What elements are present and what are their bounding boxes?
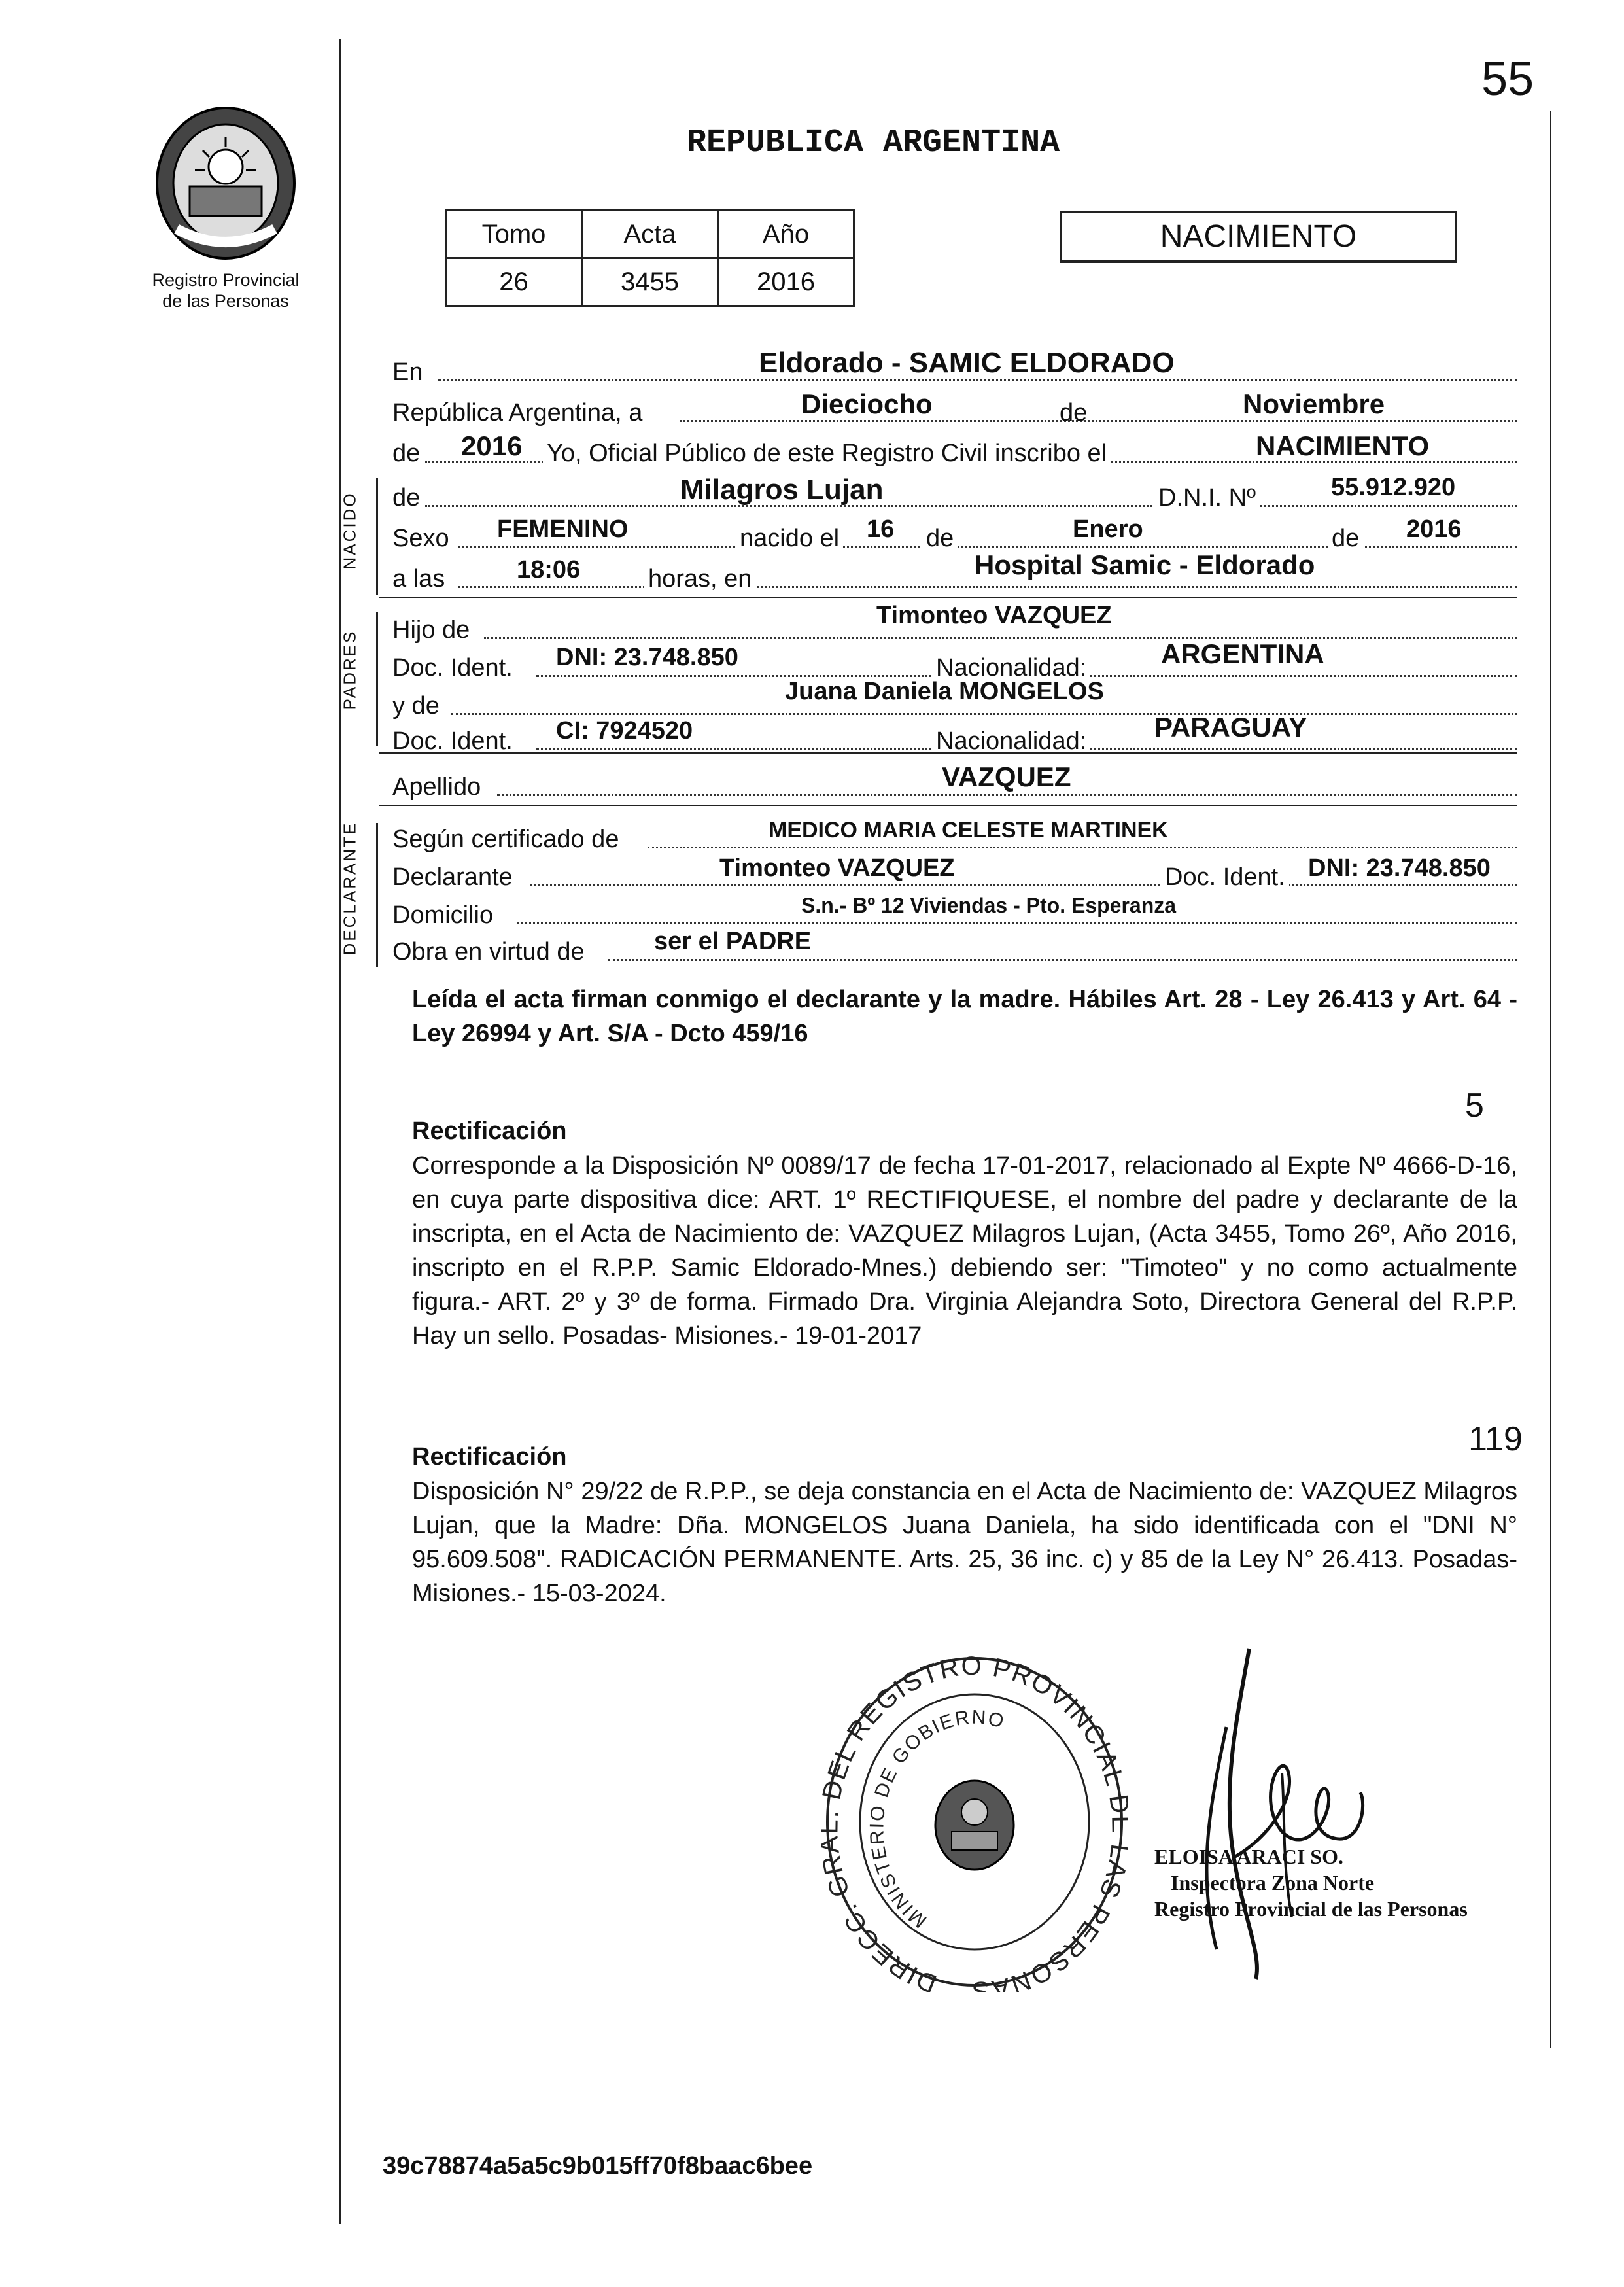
yde-label: y de bbox=[392, 692, 440, 720]
page-number: 55 bbox=[1481, 53, 1534, 105]
rectification2-title: Rectificación bbox=[412, 1443, 567, 1471]
yo-text: Yo, Oficial Público de este Registro Civil inscribo el bbox=[543, 440, 1111, 468]
cert-value: MEDICO MARIA CELESTE MARTINEK bbox=[769, 818, 1168, 843]
act-year: 2016 bbox=[461, 430, 523, 461]
section-bar bbox=[376, 823, 378, 967]
rule bbox=[379, 597, 1517, 598]
act-day: Dieciocho bbox=[801, 389, 933, 419]
act-place: Eldorado - SAMIC ELDORADO bbox=[759, 347, 1175, 379]
mother-name: Juana Daniela MONGELOS bbox=[785, 678, 1104, 705]
value-acta: 3455 bbox=[582, 258, 718, 306]
republica-label: República Argentina, a bbox=[392, 399, 643, 427]
mother-nat: PARAGUAY bbox=[1154, 712, 1307, 742]
rule bbox=[379, 805, 1517, 806]
svg-text:MINISTERIO DE GOBIERNO: MINISTERIO DE GOBIERNO bbox=[866, 1706, 1007, 1932]
hijo-label: Hijo de bbox=[392, 616, 470, 644]
rectification1-number: 5 bbox=[1465, 1087, 1484, 1125]
mother-doc: CI: 7924520 bbox=[556, 717, 693, 744]
act-month: Noviembre bbox=[1243, 389, 1385, 419]
born-de-label-2: de bbox=[922, 525, 958, 553]
act-inscribe: NACIMIENTO bbox=[1256, 430, 1430, 461]
cert-label: Según certificado de bbox=[392, 826, 619, 853]
father-name: Timonteo VAZQUEZ bbox=[876, 602, 1112, 629]
right-margin-rule bbox=[1550, 111, 1551, 2048]
declarant-address: S.n.- Bº 12 Viviendas - Pto. Esperanza bbox=[801, 894, 1177, 917]
hour-label: a las bbox=[392, 565, 445, 593]
surname-value: VAZQUEZ bbox=[942, 761, 1071, 792]
act-de-label-2: de bbox=[392, 440, 421, 467]
apellido-label: Apellido bbox=[392, 773, 481, 801]
dotted-line bbox=[451, 713, 1517, 715]
provincial-seal bbox=[150, 105, 301, 265]
born-day: 16 bbox=[867, 515, 895, 543]
official-stamp bbox=[821, 1652, 1128, 1995]
value-anio: 2016 bbox=[718, 258, 854, 306]
document-hash: 39c78874a5a5c9b015ff70f8baac6bee bbox=[383, 2152, 813, 2180]
rectification1-title: Rectificación bbox=[412, 1117, 567, 1145]
svg-text:DIRECC. GRAL. DEL REGISTRO PRO: DIRECC. G EL REGISTRO PROVINCIAL S PERSONAS bbox=[821, 1652, 1128, 1992]
header-acta: Acta bbox=[582, 211, 718, 258]
dotted-line bbox=[425, 505, 1517, 507]
left-margin-rule bbox=[339, 39, 341, 2224]
signatory-role: Inspectora Zona Norte bbox=[1171, 1871, 1375, 1894]
handwritten-signature bbox=[1171, 1642, 1393, 1985]
father-nat-label: Nacionalidad: bbox=[932, 654, 1090, 682]
header-tomo: Tomo bbox=[446, 211, 582, 258]
rule bbox=[379, 752, 1517, 754]
born-year: 2016 bbox=[1406, 515, 1462, 543]
father-nat: ARGENTINA bbox=[1161, 638, 1324, 669]
seal-caption-line1: Registro Provincial bbox=[152, 270, 300, 290]
domicilio-label: Domicilio bbox=[392, 901, 494, 929]
born-sex: FEMENINO bbox=[497, 515, 629, 543]
register-table bbox=[445, 209, 855, 307]
born-month: Enero bbox=[1073, 515, 1143, 543]
seal-caption bbox=[124, 270, 327, 311]
signatory-name: ELOISA ARACI SO. bbox=[1154, 1845, 1343, 1868]
act-de-label: de bbox=[1060, 399, 1088, 427]
section-bar bbox=[376, 612, 378, 746]
horas-label: horas, en bbox=[644, 565, 755, 593]
born-place: Hospital Samic - Eldorado bbox=[975, 550, 1315, 580]
father-doc: DNI: 23.748.850 bbox=[556, 644, 738, 671]
dotted-line bbox=[608, 959, 1517, 961]
closing-statement: Leída el acta firman conmigo el declarante y la madre. Hábiles Art. 28 - Ley 26.413 y Art. 64 - Ley 26994 y Art. S/A - Dcto 459/16 bbox=[412, 986, 1517, 1047]
header-anio: Año bbox=[718, 211, 854, 258]
dotted-line bbox=[497, 794, 1517, 796]
act-type-box: NACIMIENTO bbox=[1060, 211, 1457, 263]
dotted-line bbox=[517, 922, 1517, 924]
dotted-line bbox=[648, 847, 1517, 848]
nacido-label: nacido el bbox=[736, 525, 843, 553]
seal-caption-line2: de las Personas bbox=[162, 291, 289, 311]
section-bar bbox=[376, 478, 378, 595]
value-tomo: 26 bbox=[446, 258, 582, 306]
section-declarante: DECLARANTE bbox=[339, 821, 360, 956]
rectification2-text: Disposición N° 29/22 de R.P.P., se deja constancia en el Acta de Nacimiento de: VAZQUEZ Milagros Lujan, que la Madre: Dña. MONGELOS Juana Daniela, ha sido identificada con el "DNI N° 95.609.508". RADICACIÓN PERMANENTE. Arts. 25, 36 inc. c) y 85 de la Ley N° 26.413. Posadas- Misiones.- 15-03-2024. bbox=[412, 1478, 1517, 1607]
document-title: REPUBLICA ARGENTINA bbox=[687, 124, 1060, 162]
en-label: En bbox=[392, 358, 423, 386]
sexo-label: Sexo bbox=[392, 525, 449, 552]
declarant-doc-label: Doc. Ident. bbox=[1161, 864, 1289, 892]
mother-nat-label: Nacionalidad: bbox=[932, 727, 1090, 756]
signatory-block bbox=[1154, 1843, 1468, 1922]
dotted-line bbox=[438, 379, 1517, 381]
dotted-line bbox=[458, 586, 1517, 588]
born-hour: 18:06 bbox=[517, 556, 581, 584]
declarant-doc: DNI: 23.748.850 bbox=[1308, 854, 1491, 882]
born-de-label: de bbox=[392, 484, 421, 512]
born-de-label-3: de bbox=[1328, 525, 1363, 553]
father-doc-label: Doc. Ident. bbox=[392, 654, 513, 682]
signatory-office: Registro Provincial de las Personas bbox=[1154, 1897, 1468, 1921]
rectification1-text: Corresponde a la Disposición Nº 0089/17 de fecha 17-01-2017, relacionado al Expte Nº 4666-D-16, en cuya parte dispositiva dice: ART. 1º RECTIFIQUESE, el nombre del padre y declarante de la inscripta, en el Acta de Nacimiento de: VAZQUEZ Milagros Lujan, (Acta 3455, Tomo 26º, Año 2016, inscripto en el R.P.P. Samic Eldorado-Mnes.) debiendo ser: "Timoteo" y no como actualmente figura.- ART. 2º y 3º de forma. Firmado Dra. Virginia Alejandra Soto, Directora General del R.P.P. Hay un sello. Posadas- Misiones.- 19-01-2017 bbox=[412, 1152, 1517, 1350]
rectification2-number: 119 bbox=[1468, 1420, 1523, 1458]
dotted-line bbox=[530, 884, 1517, 886]
section-padres: PADRES bbox=[339, 629, 360, 710]
mother-doc-label: Doc. Ident. bbox=[392, 727, 513, 755]
dni-label: D.N.I. Nº bbox=[1154, 484, 1260, 512]
declarant-reason: ser el PADRE bbox=[654, 928, 812, 955]
declarant-name: Timonteo VAZQUEZ bbox=[719, 854, 955, 882]
dotted-line bbox=[484, 637, 1517, 639]
born-name: Milagros Lujan bbox=[680, 474, 884, 506]
section-nacido: NACIDO bbox=[339, 491, 360, 570]
declarante-label: Declarante bbox=[392, 864, 513, 891]
dotted-line bbox=[680, 420, 1517, 422]
born-dni: 55.912.920 bbox=[1331, 474, 1456, 501]
obra-label: Obra en virtud de bbox=[392, 938, 585, 966]
